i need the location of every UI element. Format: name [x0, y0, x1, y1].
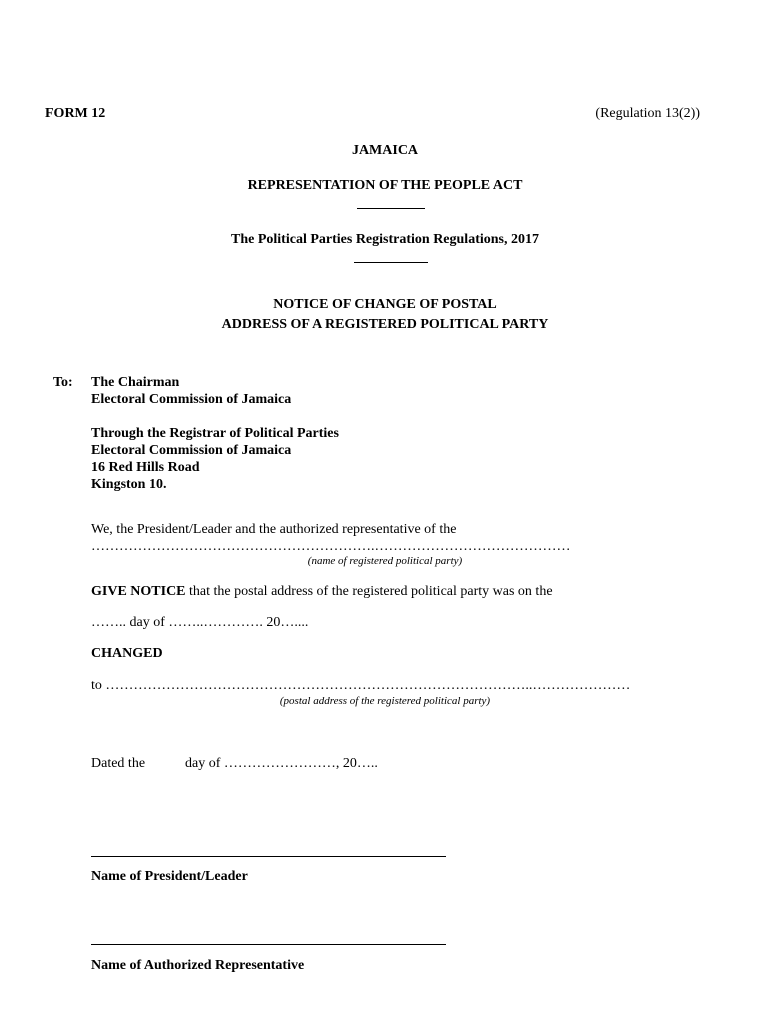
through-line4: Kingston 10.: [91, 477, 167, 492]
through-line3: 16 Red Hills Road: [91, 460, 200, 475]
through-line1: Through the Registrar of Political Parties: [91, 426, 339, 441]
intro-text: We, the President/Leader and the authorized representative of the: [91, 522, 457, 537]
party-name-blank[interactable]: …………………………………………………….……………………………………: [91, 539, 571, 554]
regulations-divider: [354, 262, 428, 263]
notice-title-line1: NOTICE OF CHANGE OF POSTAL: [273, 297, 497, 312]
new-address-caption: (postal address of the registered political party): [279, 695, 491, 707]
dated-blank[interactable]: day of ……………………, 20…..: [185, 756, 378, 771]
representative-signature-label: Name of Authorized Representative: [91, 958, 305, 973]
changed-heading: CHANGED: [91, 646, 163, 661]
addressee-line2: Electoral Commission of Jamaica: [91, 392, 292, 407]
regulations-title: The Political Parties Registration Regulations, 2017: [231, 232, 539, 247]
representative-signature-line[interactable]: [91, 944, 446, 945]
give-notice-rest: that the postal address of the registered political party was on the: [185, 584, 553, 599]
notice-title-line2: ADDRESS OF A REGISTERED POLITICAL PARTY: [221, 317, 549, 332]
president-signature-line[interactable]: [91, 856, 446, 857]
country-title: JAMAICA: [351, 143, 419, 158]
act-title: REPRESENTATION OF THE PEOPLE ACT: [247, 178, 523, 193]
act-divider: [357, 208, 425, 209]
give-notice-text: [91, 583, 553, 600]
to-label: To:: [53, 375, 73, 390]
regulation-reference: (Regulation 13(2)): [595, 106, 700, 121]
new-address-blank[interactable]: to ………………………………………………………………………………..…………………: [91, 678, 631, 693]
form-number: FORM 12: [45, 106, 106, 121]
through-line2: Electoral Commission of Jamaica: [91, 443, 292, 458]
dated-label: Dated the: [91, 756, 146, 771]
addressee-line1: The Chairman: [91, 375, 180, 390]
party-name-caption: (name of registered political party): [307, 555, 463, 567]
president-signature-label: Name of President/Leader: [91, 869, 248, 884]
date-blank-line[interactable]: …….. day of ……..…………. 20…....: [91, 615, 309, 630]
give-notice-bold: GIVE NOTICE: [91, 584, 186, 599]
